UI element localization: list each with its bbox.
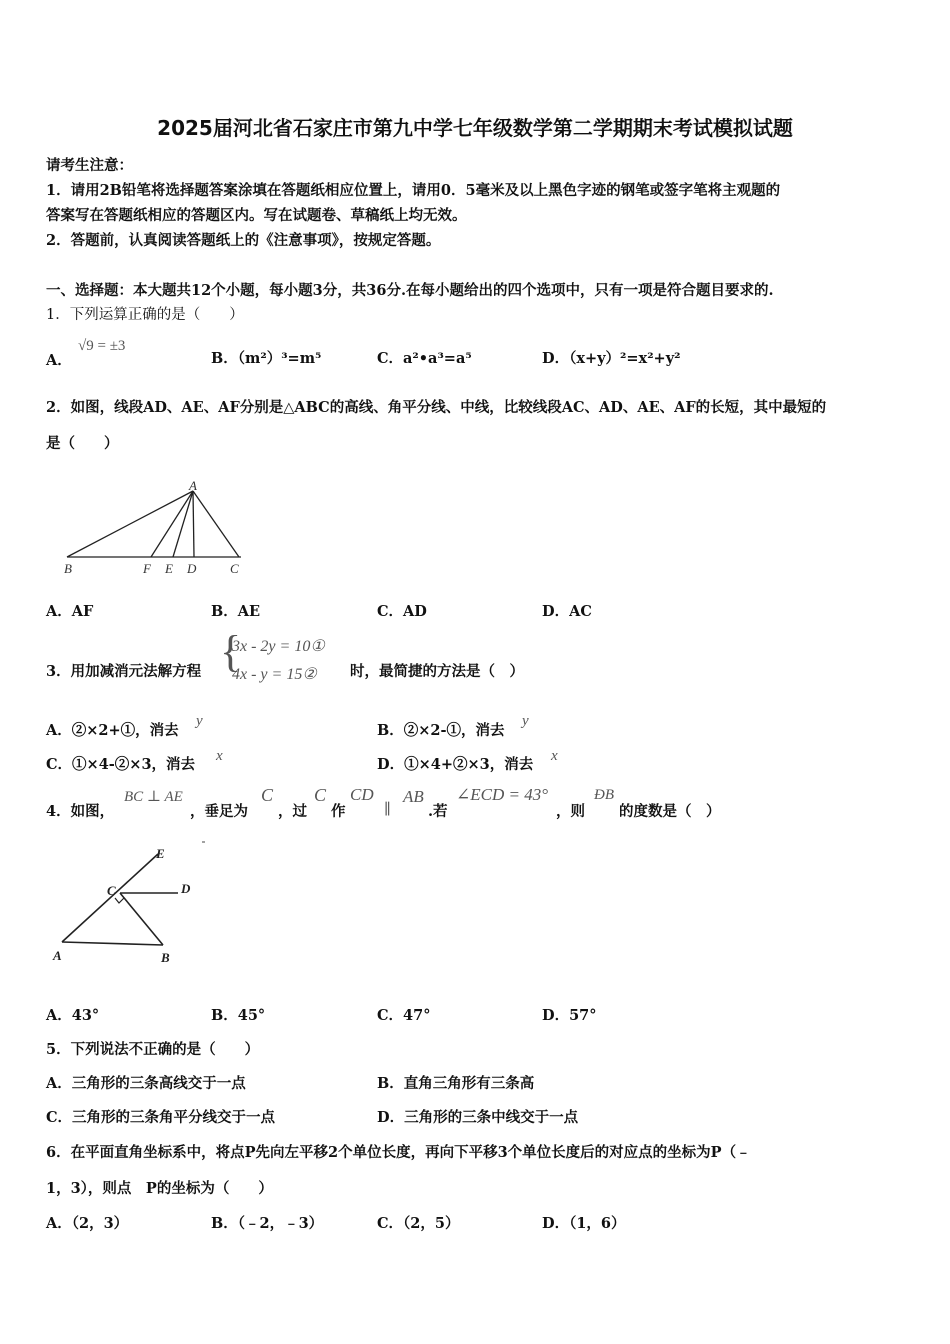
q3-option-a: A．②×2+①，消去 — [46, 722, 179, 739]
q4-stem-part-2: ，垂足为 — [190, 803, 248, 820]
q2-line-ad — [193, 491, 194, 557]
q4-option-a: A．43° — [46, 1007, 100, 1024]
q4-stem-part-7: 的度数是（ ） — [619, 803, 721, 820]
q2-option-b: B．AE — [211, 603, 261, 620]
q6-option-d: D．（1，6） — [542, 1215, 626, 1232]
q6-stem-line-1: 6．在平面直角坐标系中，将点P先向左平移2个单位长度，再向下平移3个单位长度后的对应点的坐标为P（﹣ — [46, 1144, 751, 1161]
q6-option-b: B．（﹣2，﹣3） — [211, 1215, 324, 1232]
q3-option-d: D．①×4+②×3，消去 — [377, 756, 534, 773]
q4-line-ab — [62, 942, 163, 945]
q2-figure — [55, 476, 255, 580]
q2-line-ae — [173, 491, 193, 557]
q3-stem-before: 3．用加减消元法解方程 — [46, 663, 202, 680]
q5-option-a: A．三角形的三条高线交于一点 — [46, 1075, 246, 1092]
q5-option-c: C．三角形的三条角平分线交于一点 — [46, 1109, 276, 1126]
q6-option-c: C．（2，5） — [377, 1215, 460, 1232]
q1-stem: 1．下列运算正确的是（ ） — [46, 307, 244, 323]
q2-line-ac — [193, 491, 239, 557]
q4-line-cb — [120, 893, 163, 945]
q3-stem-after: 时，最简捷的方法是（ ） — [350, 663, 524, 680]
q2-line-af — [151, 491, 193, 557]
q3-option-b-var: y — [522, 713, 529, 729]
q1-option-c: C．a²•a³=a⁵ — [377, 350, 472, 367]
q4-math-angle-ecd: ∠ECD = 43° — [456, 785, 549, 804]
q4-stem-part-3: ，过 — [278, 803, 307, 820]
q2-stem-line-2: 是（ ） — [46, 435, 119, 452]
q4-math-bc-perp-ae: BC ⊥ AE — [124, 789, 183, 805]
q3-option-a-var: y — [196, 713, 203, 729]
q3-option-d-var: x — [551, 748, 558, 764]
q4-label-d: D — [181, 881, 191, 896]
q2-label-d: D — [187, 561, 197, 576]
q4-label-c: C — [107, 883, 116, 898]
q2-label-f: F — [143, 561, 151, 576]
q2-label-e: E — [165, 561, 173, 576]
q4-math-angle-b: ÐB — [594, 787, 614, 803]
q1-option-a-label: A． — [46, 352, 72, 369]
q1-option-a-math: √9 = ±3 — [78, 338, 126, 354]
q3-option-c-var: x — [216, 748, 223, 764]
q2-label-a: A — [189, 478, 197, 493]
notice-line-2: 答案写在答题纸相应的答题区内。写在试题卷、草稿纸上均无效。 — [46, 207, 467, 224]
q1-option-b: B．（m²）³=m⁵ — [211, 350, 322, 367]
q2-option-a: A．AF — [46, 603, 94, 620]
notice-line-1: 1．请用2B铅笔将选择题答案涂填在答题纸相应位置上，请用0．5毫米及以上黑色字迹的钢笔或签字笔将主观题的 — [46, 182, 781, 199]
q4-math-ab: AB — [403, 787, 424, 806]
q3-brace: { — [220, 627, 242, 676]
q4-stem-part-1: 4．如图， — [46, 803, 115, 820]
q4-stem-part-6: ，则 — [556, 803, 585, 820]
q2-option-d: D．AC — [542, 603, 592, 620]
q2-line-ab — [67, 491, 193, 557]
q4-option-d: D．57° — [542, 1007, 597, 1024]
q4-figure — [50, 840, 210, 968]
page-title: 2025届河北省石家庄市第九中学七年级数学第二学期期末考试模拟试题 — [157, 116, 793, 140]
q6-option-a: A．（2，3） — [46, 1215, 129, 1232]
q5-stem: 5．下列说法不正确的是（ ） — [46, 1041, 260, 1058]
q4-stem-part-4: 作 — [331, 803, 346, 820]
q2-label-c: C — [230, 561, 239, 576]
q3-option-b: B．②×2-①，消去 — [377, 722, 505, 739]
notice-line-3: 2．答题前，认真阅读答题纸上的《注意事项》，按规定答题。 — [46, 232, 441, 249]
notice-heading: 请考生注意： — [46, 157, 133, 174]
q4-label-a: A — [53, 948, 62, 963]
q4-right-angle-mark — [115, 898, 124, 903]
section-heading: 一、选择题：本大题共12个小题，每小题3分，共36分.在每小题给出的四个选项中，只有一项是符合题目要求的. — [46, 282, 774, 299]
q4-stem-part-5: .若 — [428, 803, 448, 820]
q5-option-d: D．三角形的三条中线交于一点 — [377, 1109, 579, 1126]
q4-line-ae — [62, 854, 158, 942]
q2-option-c: C．AD — [377, 603, 427, 620]
q4-label-b: B — [161, 950, 170, 965]
q4-math-parallel: ∥ — [384, 802, 391, 818]
q3-option-c: C．①×4-②×3，消去 — [46, 756, 196, 773]
q2-label-b: B — [64, 561, 72, 576]
q4-math-c-1: C — [261, 785, 274, 805]
q4-math-c-2: C — [314, 785, 327, 805]
q3-equation-1: 3x - 2y = 10① — [232, 638, 325, 655]
q2-stem-line-1: 2．如图，线段AD、AE、AF分别是△ABC的高线、角平分线、中线，比较线段AC、AD、AE、AF的长短，其中最短的 — [46, 399, 827, 416]
q4-option-b: B．45° — [211, 1007, 266, 1024]
q4-label-e: E — [156, 846, 165, 861]
q4-math-cd: CD — [350, 785, 374, 804]
q3-equation-2: 4x - y = 15② — [232, 666, 317, 683]
q4-option-c: C．47° — [377, 1007, 431, 1024]
q1-option-d: D．（x+y）²=x²+y² — [542, 350, 681, 367]
q6-stem-line-2: 1，3），则点 P的坐标为（ ） — [46, 1180, 273, 1197]
q5-option-b: B．直角三角形有三条高 — [377, 1075, 535, 1092]
